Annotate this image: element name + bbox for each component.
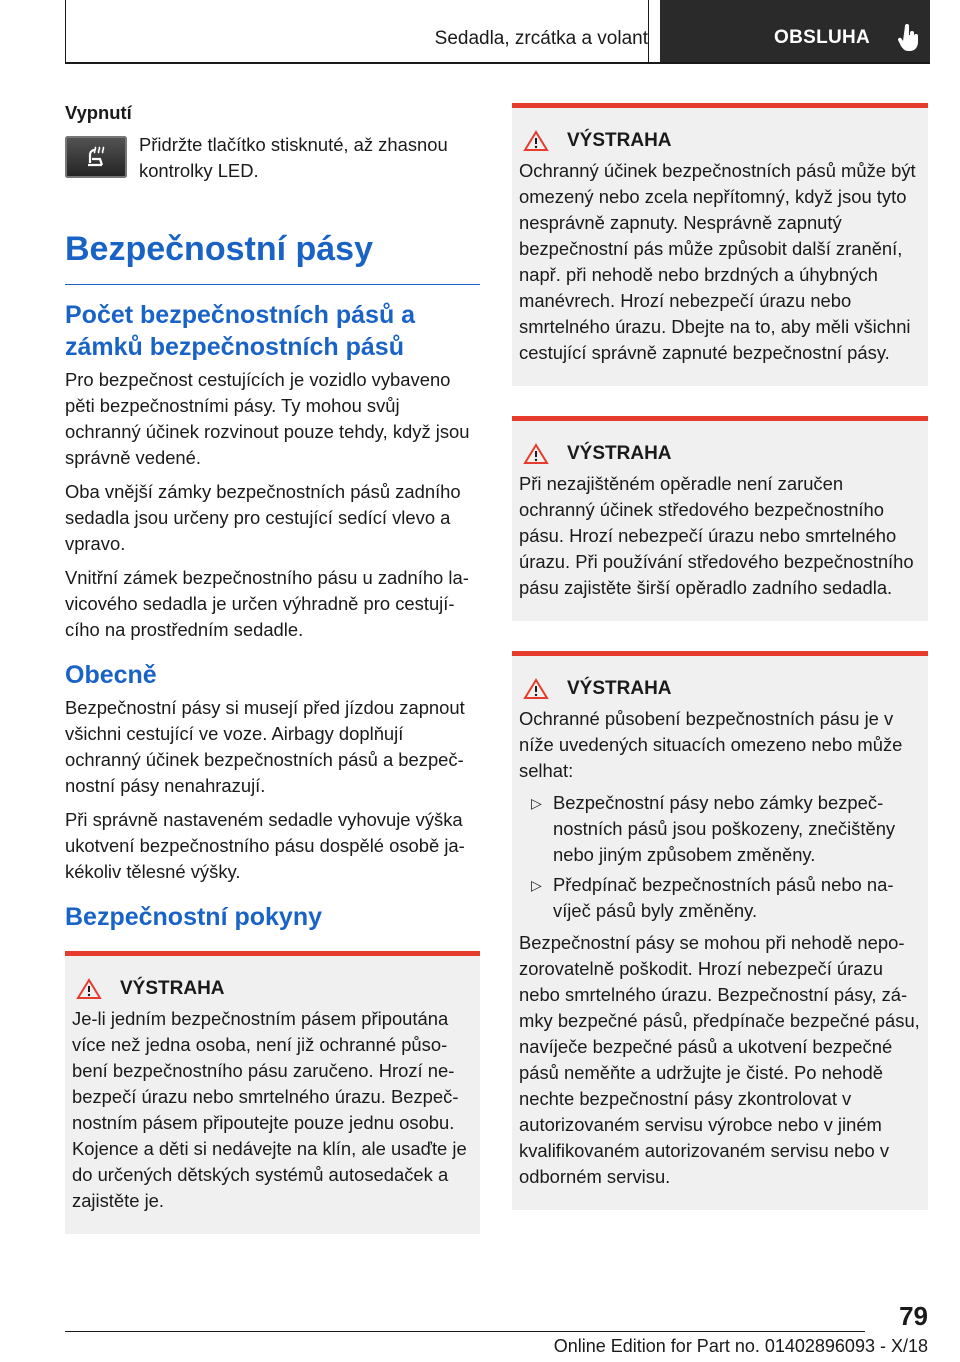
left-column [65,100,480,1234]
warning-triangle-icon [523,443,549,465]
warning-box [512,103,928,386]
warning-text: Bezpečnostní pásy se mohou při nehodě nepozorovatelně poškodit. Hrozí nebezpečí úrazu nebo smrtelného úrazu. Bezpečnostní pásy, zámky bezpečné pásů, předpínače bezpečné pásu, navíječe bezpečné pásů a ukotvení bezpečné pásů neměňte a udržujte je čisté. Po nehodě nechte bezpečnostní pásy zkontrolovat v autorizovaném servisu výrobce nebo v jiném kvalifikovaném autorizovaném servisu nebo v odborném servisu. [519,932,920,1187]
warning-box [65,951,480,1234]
warning-text: Je-li jedním bezpečnostním pásem připoutána více než jedna osoba, není již ochranné působení bezpečnostního pásu zaručeno. Hrozí nebezpečí úrazu nebo smrtelného úrazu. Bezpečnostním pásem připoutejte pouze jednu osobu. Kojence a děti si nedávejte na klín, ale usaďte je do určených dětských systémů autosedaček a zajistěte je. [72,1008,467,1211]
warning-title-label: VÝSTRAHA [567,443,672,464]
vypnuti-text: Přidržte tlačítko stisknuté, až zhasnou kontrolky LED. [139,134,448,181]
pointing-hand-icon [898,24,920,57]
warning-triangle-icon [523,678,549,700]
paragraph: Pro bezpečnost cestujících je vozidlo vybaveno pěti bezpečnostními pásy. Ty mohou svůj ochranný účinek rozvinout pouze tehdy, když jsou správně vedené. [65,369,470,468]
vypnuti-row [65,134,480,192]
page-number: 79 [899,1301,928,1331]
warning-intro: Ochranné působení bezpečnostních pásu je v níže uvedených situacích omezeno nebo může selhat: [519,708,903,781]
title-rule [65,284,480,285]
header-tab [660,0,930,62]
warning-title-label: VÝSTRAHA [567,678,672,699]
warning-title [519,130,920,152]
warning-triangle-icon [523,130,549,152]
warning-title [72,978,472,1000]
warning-triangle-icon [76,978,102,1000]
triangle-bullet-icon: ▷ [531,795,542,811]
section-heading-general: Obecně [65,661,157,689]
section-heading-count: Počet bezpečnostních pásů a zámků bezpečnostních pásů [65,301,416,361]
triangle-bullet-icon: ▷ [531,877,542,893]
warning-box [512,416,928,621]
header-left-divider [65,0,66,62]
header-mid-divider [648,0,649,62]
list-item: ▷ Předpínač bezpečnostních pásů nebo navíječ pásů byly změněny. [519,872,920,924]
footer-edition: Online Edition for Part no. 01402896093 - X/18 [553,1336,928,1356]
page-title: Bezpečnostní pásy [65,230,373,268]
warning-title-label: VÝSTRAHA [120,978,225,999]
header-tab-label: OBSLUHA [774,27,871,48]
right-column [512,103,928,1210]
warning-title [519,678,920,700]
list-item: ▷ Bezpečnostní pásy nebo zámky bezpečnostních pásů jsou poškozeny, znečištěny nebo jiným způsobem změněny. [519,790,920,868]
vypnuti-heading: Vypnutí [65,102,132,123]
paragraph: Vnitřní zámek bezpečnostního pásu u zadního lavicového sedadla je určen výhradně pro cestujícího na prostředním sedadle. [65,567,469,640]
section-heading-safety: Bezpečnostní pokyny [65,903,322,931]
paragraph: Při správně nastaveném sedadle vyhovuje výška ukotvení bezpečnostního pásu dospělé osobě jakékoliv tělesné výšky. [65,809,465,882]
warning-text: Ochranný účinek bezpečnostních pásů může být omezený nebo zcela nepřítomný, když jsou tyto nesprávně zapnuty. Nesprávně zapnutý bezpečnostní pás může způsobit další zranění, např. při nehodě nebo brzdných a úhybných manévrech. Hrozí nebezpečí úrazu nebo smrtelného úrazu. Dbejte na to, aby měli všichni cestující správně zapnuté bezpečnostní pásy. [519,160,916,363]
warning-list [519,790,920,924]
footer-rule [65,1331,865,1332]
paragraph: Oba vnější zámky bezpečnostních pásů zadního sedadla jsou určeny pro cestující sedící vlevo a vpravo. [65,481,461,554]
header-rule [65,62,930,64]
warning-title-label: VÝSTRAHA [567,130,672,151]
warning-title [519,443,920,465]
header-section-title: Sedadla, zrcátka a volant [434,28,648,49]
seat-heating-button-icon [65,136,127,178]
warning-text: Při nezajištěném opěradle není zaručen ochranný účinek středového bezpečnostního pásu. Hrozí nebezpečí úrazu nebo smrtelného úrazu. Při používání středového bezpečnostního pásu zajistěte širší opěradlo zadního sedadla. [519,473,914,598]
warning-box [512,651,928,1210]
paragraph: Bezpečnostní pásy si musejí před jízdou zapnout všichni cestující ve voze. Airbagy doplňují ochranný účinek bezpečnostních pásů a bezpečnostní pásy nenahrazují. [65,697,465,796]
